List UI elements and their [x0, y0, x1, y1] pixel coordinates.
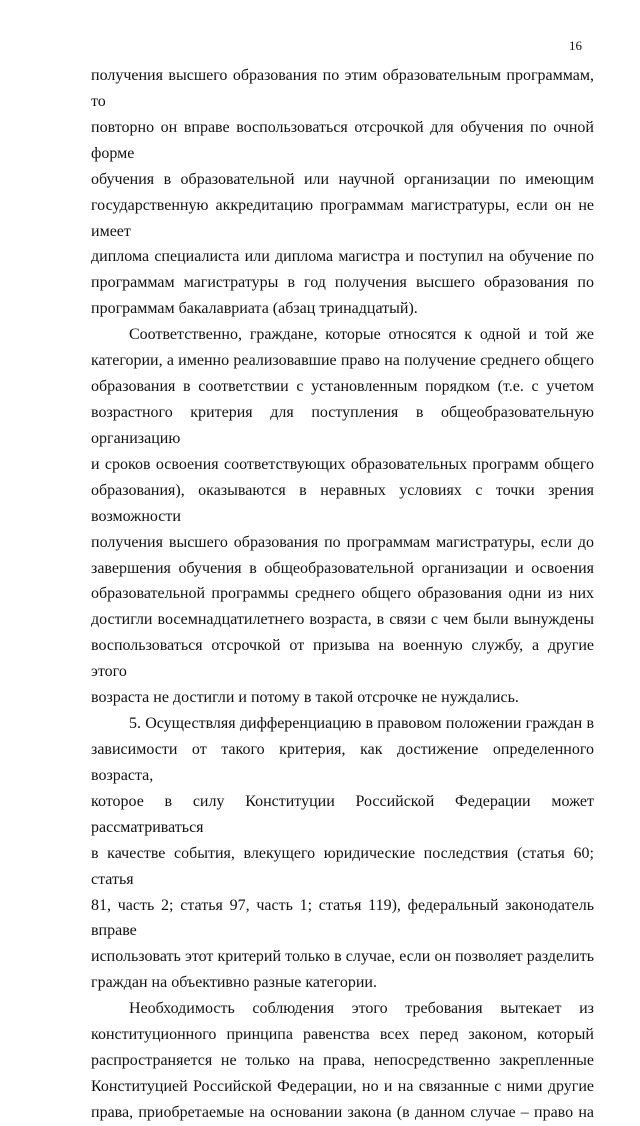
paragraph-1-line: диплома специалиста или диплома магистра и поступил на обучение по: [91, 248, 594, 266]
paragraph-3-line: в качестве события, влекущего юридические последствия (статья 60; статья: [91, 844, 594, 888]
paragraph-2-line: воспользоваться отсрочкой от призыва на военную службу, а другие этого: [91, 637, 594, 681]
paragraph-2-line: Соответственно, граждане, которые относятся к одной и той же: [129, 326, 594, 344]
paragraph-3-line: 81, часть 2; статья 97, часть 1; статья 119), федеральный законодатель вправе: [91, 896, 594, 940]
paragraph-3-line: зависимости от такого критерия, как достижение определенного возраста,: [91, 740, 594, 784]
paragraph-2-line: образования), оказываются в неравных условиях с точки зрения возможности: [91, 481, 594, 525]
page-number: 16: [569, 38, 582, 53]
paragraph-2-line: категории, а именно реализовавшие право на получение среднего общего: [91, 352, 594, 370]
paragraph-1-line: повторно он вправе воспользоваться отсрочкой для обучения по очной форме: [91, 118, 594, 162]
paragraph-3-line: использовать этот критерий только в случае, если он позволяет разделить: [91, 948, 594, 966]
paragraph-3-line: которое в силу Конституции Российской Федерации может рассматриваться: [91, 792, 594, 836]
document-body: [91, 63, 594, 1126]
paragraph-4-line: права, приобретаемые на основании закона (в данном случае – право на: [91, 1103, 594, 1121]
paragraph-2-line: получения высшего образования по программам магистратуры, если до: [91, 533, 594, 551]
paragraph-2-line: достигли восемнадцатилетнего возраста, в связи с чем были вынуждены: [91, 611, 594, 629]
paragraph-2-line: и сроков освоения соответствующих образовательных программ общего: [91, 455, 594, 473]
paragraph-1-line: обучения в образовательной или научной организации по имеющим: [91, 170, 594, 188]
paragraph-1-line: государственную аккредитацию программам магистратуры, если он не имеет: [91, 196, 594, 240]
paragraph-3-line: граждан на объективно разные категории.: [91, 974, 377, 992]
paragraph-2-line: возраста не достигли и потому в такой отсрочке не нуждались.: [91, 689, 519, 707]
paragraph-2-line: возрастного критерия для поступления в общеобразовательную организацию: [91, 403, 594, 447]
paragraph-1-line: получения высшего образования по этим образовательным программам, то: [91, 67, 594, 110]
paragraph-4-line: Конституцией Российской Федерации, но и на связанные с ними другие: [91, 1077, 594, 1095]
paragraph-4-line: конституционного принципа равенства всех перед законом, который: [91, 1026, 594, 1044]
paragraph-4-line: Необходимость соблюдения этого требования вытекает из: [129, 1000, 594, 1018]
paragraph-2-line: образования в соответствии с установленным порядком (т.е. с учетом: [91, 378, 594, 396]
paragraph-2-line: завершения обучения в общеобразовательной организации и освоения: [91, 559, 594, 577]
paragraph-1-line: программам магистратуры в год получения высшего образования по: [91, 274, 594, 292]
paragraph-2-line: образовательной программы среднего общего образования одни из них: [91, 585, 594, 603]
paragraph-4-line: распространяется не только на права, непосредственно закрепленные: [91, 1052, 594, 1070]
paragraph-3-line: 5. Осуществляя дифференциацию в правовом положении граждан в: [129, 715, 594, 733]
paragraph-1-line: программам бакалавриата (абзац тринадцатый).: [91, 300, 418, 318]
